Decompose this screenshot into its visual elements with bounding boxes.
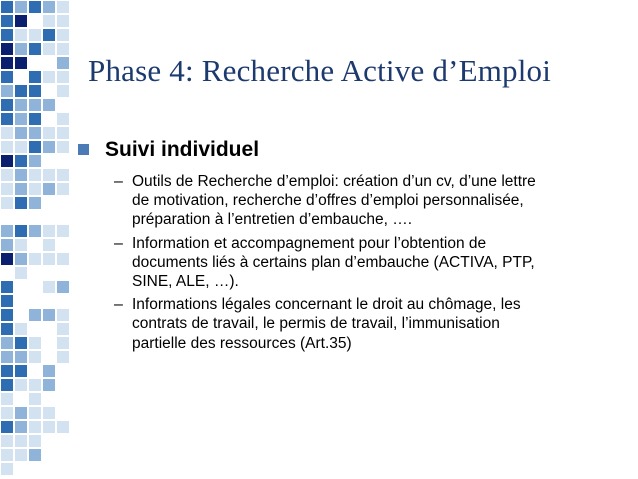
mosaic-tile <box>0 98 14 112</box>
mosaic-tile <box>0 210 14 224</box>
sub-list <box>78 172 618 353</box>
mosaic-tile <box>28 434 42 448</box>
mosaic-tile <box>42 420 56 434</box>
mosaic-tile <box>42 98 56 112</box>
mosaic-tile <box>28 112 42 126</box>
mosaic-tile <box>14 56 28 70</box>
heading-row <box>78 137 618 163</box>
mosaic-tile <box>0 336 14 350</box>
mosaic-tile <box>28 154 42 168</box>
mosaic-tile <box>56 126 70 140</box>
mosaic-tile <box>0 196 14 210</box>
mosaic-tile <box>14 14 28 28</box>
mosaic-tile <box>28 308 42 322</box>
mosaic-tile <box>0 406 14 420</box>
mosaic-tile <box>14 364 28 378</box>
mosaic-tile <box>0 294 14 308</box>
mosaic-tile <box>14 238 28 252</box>
mosaic-tile <box>56 84 70 98</box>
mosaic-tile <box>28 14 42 28</box>
mosaic-tile <box>28 462 42 476</box>
mosaic-tile <box>14 154 28 168</box>
mosaic-tile <box>0 322 14 336</box>
mosaic-tile <box>56 336 70 350</box>
mosaic-tile <box>0 0 14 14</box>
mosaic-tile <box>56 28 70 42</box>
mosaic-tile <box>14 266 28 280</box>
mosaic-tile <box>56 434 70 448</box>
mosaic-tile <box>28 224 42 238</box>
mosaic-tile <box>28 252 42 266</box>
mosaic-tile <box>28 294 42 308</box>
mosaic-tile <box>14 182 28 196</box>
mosaic-tile <box>42 168 56 182</box>
mosaic-tile <box>0 420 14 434</box>
mosaic-tile <box>56 294 70 308</box>
list-item-text: Information et accompagnement pour l’obtention de documents liés à certains plan d’embauche (ACTIVA, PTP, SINE, ALE, …). <box>132 234 535 291</box>
slide-title: Phase 4: Recherche Active d’Emploi <box>88 53 552 88</box>
mosaic-tile <box>28 266 42 280</box>
mosaic-tile <box>42 70 56 84</box>
mosaic-tile <box>56 140 70 154</box>
mosaic-tile <box>28 322 42 336</box>
mosaic-tile <box>0 252 14 266</box>
mosaic-tile <box>42 350 56 364</box>
mosaic-tile <box>56 322 70 336</box>
mosaic-tile <box>42 210 56 224</box>
dash-icon: – <box>114 173 123 190</box>
mosaic-tile <box>56 182 70 196</box>
mosaic-tile <box>56 168 70 182</box>
mosaic-tile <box>56 70 70 84</box>
mosaic-tile <box>42 266 56 280</box>
mosaic-tile <box>42 182 56 196</box>
mosaic-tile <box>56 350 70 364</box>
mosaic-tile <box>28 210 42 224</box>
mosaic-tile <box>42 84 56 98</box>
mosaic-tile <box>14 308 28 322</box>
mosaic-tile <box>42 224 56 238</box>
mosaic-tile <box>56 56 70 70</box>
mosaic-tile <box>28 378 42 392</box>
mosaic-tile <box>42 462 56 476</box>
mosaic-tile <box>0 112 14 126</box>
list-item <box>114 295 618 353</box>
mosaic-tile <box>0 56 14 70</box>
mosaic-tile <box>14 70 28 84</box>
mosaic-tile <box>14 210 28 224</box>
mosaic-tile <box>0 42 14 56</box>
mosaic-tile <box>42 42 56 56</box>
mosaic-tile <box>28 406 42 420</box>
mosaic-tile <box>56 42 70 56</box>
mosaic-tile <box>28 70 42 84</box>
mosaic-tile <box>42 56 56 70</box>
mosaic-tile <box>28 196 42 210</box>
mosaic-tile <box>56 14 70 28</box>
mosaic-tile <box>14 196 28 210</box>
mosaic-tile <box>0 266 14 280</box>
list-item-text: Outils de Recherche d’emploi: création d’un cv, d’une lettre de motivation, recherche d’offres d’emploi personnalisée, préparation à l’entretien d’embauche, …. <box>132 173 536 229</box>
mosaic-tile <box>42 364 56 378</box>
mosaic-tile <box>0 224 14 238</box>
mosaic-tile <box>42 406 56 420</box>
mosaic-tile <box>14 112 28 126</box>
mosaic-tile <box>56 308 70 322</box>
mosaic-tile <box>14 0 28 14</box>
mosaic-tile <box>28 28 42 42</box>
mosaic-tile <box>28 182 42 196</box>
mosaic-tile <box>14 434 28 448</box>
mosaic-tile <box>42 448 56 462</box>
mosaic-tile <box>42 392 56 406</box>
mosaic-tile <box>14 140 28 154</box>
mosaic-tile <box>14 126 28 140</box>
mosaic-tile <box>56 238 70 252</box>
mosaic-tile <box>14 224 28 238</box>
mosaic-tile <box>42 112 56 126</box>
mosaic-tile <box>56 392 70 406</box>
mosaic-tile <box>28 56 42 70</box>
mosaic-tile <box>28 98 42 112</box>
list-item-text: Informations légales concernant le droit au chômage, les contrats de travail, le permis de travail, l’immunisation partielle des ressources (Art.35) <box>132 296 521 352</box>
mosaic-tile <box>0 308 14 322</box>
mosaic-tile <box>42 252 56 266</box>
mosaic-tile <box>42 378 56 392</box>
mosaic-tile <box>0 154 14 168</box>
mosaic-tile <box>28 448 42 462</box>
mosaic-tile <box>14 252 28 266</box>
mosaic-tile <box>0 350 14 364</box>
mosaic-tile <box>0 448 14 462</box>
list-item <box>114 234 618 292</box>
mosaic-tile <box>14 336 28 350</box>
dash-icon: – <box>114 296 123 314</box>
mosaic-tile <box>42 294 56 308</box>
list-item <box>114 172 618 230</box>
mosaic-tile <box>28 126 42 140</box>
mosaic-tile <box>56 224 70 238</box>
mosaic-tile <box>42 14 56 28</box>
mosaic-tile <box>0 168 14 182</box>
mosaic-tile <box>0 392 14 406</box>
mosaic-tile <box>14 392 28 406</box>
mosaic-tile <box>42 140 56 154</box>
mosaic-tile <box>28 336 42 350</box>
mosaic-tile <box>28 280 42 294</box>
square-bullet-icon <box>78 144 89 155</box>
mosaic-tile <box>14 322 28 336</box>
mosaic-tile <box>42 126 56 140</box>
mosaic-tile <box>42 0 56 14</box>
mosaic-tile <box>14 84 28 98</box>
mosaic-tile <box>56 448 70 462</box>
mosaic-tile <box>42 280 56 294</box>
mosaic-tile <box>28 350 42 364</box>
mosaic-tile <box>42 154 56 168</box>
mosaic-tile <box>0 126 14 140</box>
mosaic-tile <box>56 364 70 378</box>
mosaic-tile <box>0 14 14 28</box>
mosaic-tile <box>14 350 28 364</box>
mosaic-tile <box>28 140 42 154</box>
mosaic-tile <box>0 462 14 476</box>
mosaic-tile <box>42 308 56 322</box>
mosaic-tile <box>42 434 56 448</box>
mosaic-tile <box>28 42 42 56</box>
mosaic-tile <box>28 420 42 434</box>
mosaic-tile <box>14 98 28 112</box>
mosaic-tile <box>28 238 42 252</box>
mosaic-tile <box>14 294 28 308</box>
mosaic-tile <box>14 406 28 420</box>
decorative-mosaic <box>0 0 70 479</box>
mosaic-tile <box>14 378 28 392</box>
mosaic-tile <box>56 112 70 126</box>
slide-content <box>78 137 618 357</box>
mosaic-tile <box>0 434 14 448</box>
mosaic-tile <box>0 238 14 252</box>
mosaic-tile <box>56 210 70 224</box>
mosaic-tile <box>0 182 14 196</box>
mosaic-tile <box>0 378 14 392</box>
mosaic-tile <box>56 406 70 420</box>
mosaic-tile <box>56 462 70 476</box>
mosaic-tile <box>28 364 42 378</box>
mosaic-tile <box>42 322 56 336</box>
mosaic-tile <box>56 0 70 14</box>
mosaic-tile <box>0 70 14 84</box>
mosaic-tile <box>14 280 28 294</box>
mosaic-tile <box>56 98 70 112</box>
mosaic-tile <box>56 266 70 280</box>
mosaic-tile <box>0 84 14 98</box>
mosaic-tile <box>14 28 28 42</box>
mosaic-tile <box>42 336 56 350</box>
mosaic-tile <box>14 420 28 434</box>
mosaic-tile <box>42 28 56 42</box>
mosaic-tile <box>56 280 70 294</box>
mosaic-tile <box>14 448 28 462</box>
mosaic-tile <box>56 154 70 168</box>
mosaic-tile <box>14 168 28 182</box>
mosaic-tile <box>14 42 28 56</box>
mosaic-tile <box>56 196 70 210</box>
mosaic-tile <box>0 28 14 42</box>
mosaic-tile <box>56 420 70 434</box>
mosaic-tile <box>28 0 42 14</box>
mosaic-tile <box>28 392 42 406</box>
mosaic-tile <box>0 364 14 378</box>
mosaic-tile <box>42 238 56 252</box>
dash-icon: – <box>114 234 123 252</box>
mosaic-tile <box>28 84 42 98</box>
section-heading: Suivi individuel <box>105 138 260 161</box>
mosaic-tile <box>28 168 42 182</box>
mosaic-tile <box>56 252 70 266</box>
mosaic-tile <box>0 140 14 154</box>
mosaic-tile <box>56 378 70 392</box>
mosaic-tile <box>42 196 56 210</box>
mosaic-tile <box>0 280 14 294</box>
mosaic-tile <box>14 462 28 476</box>
